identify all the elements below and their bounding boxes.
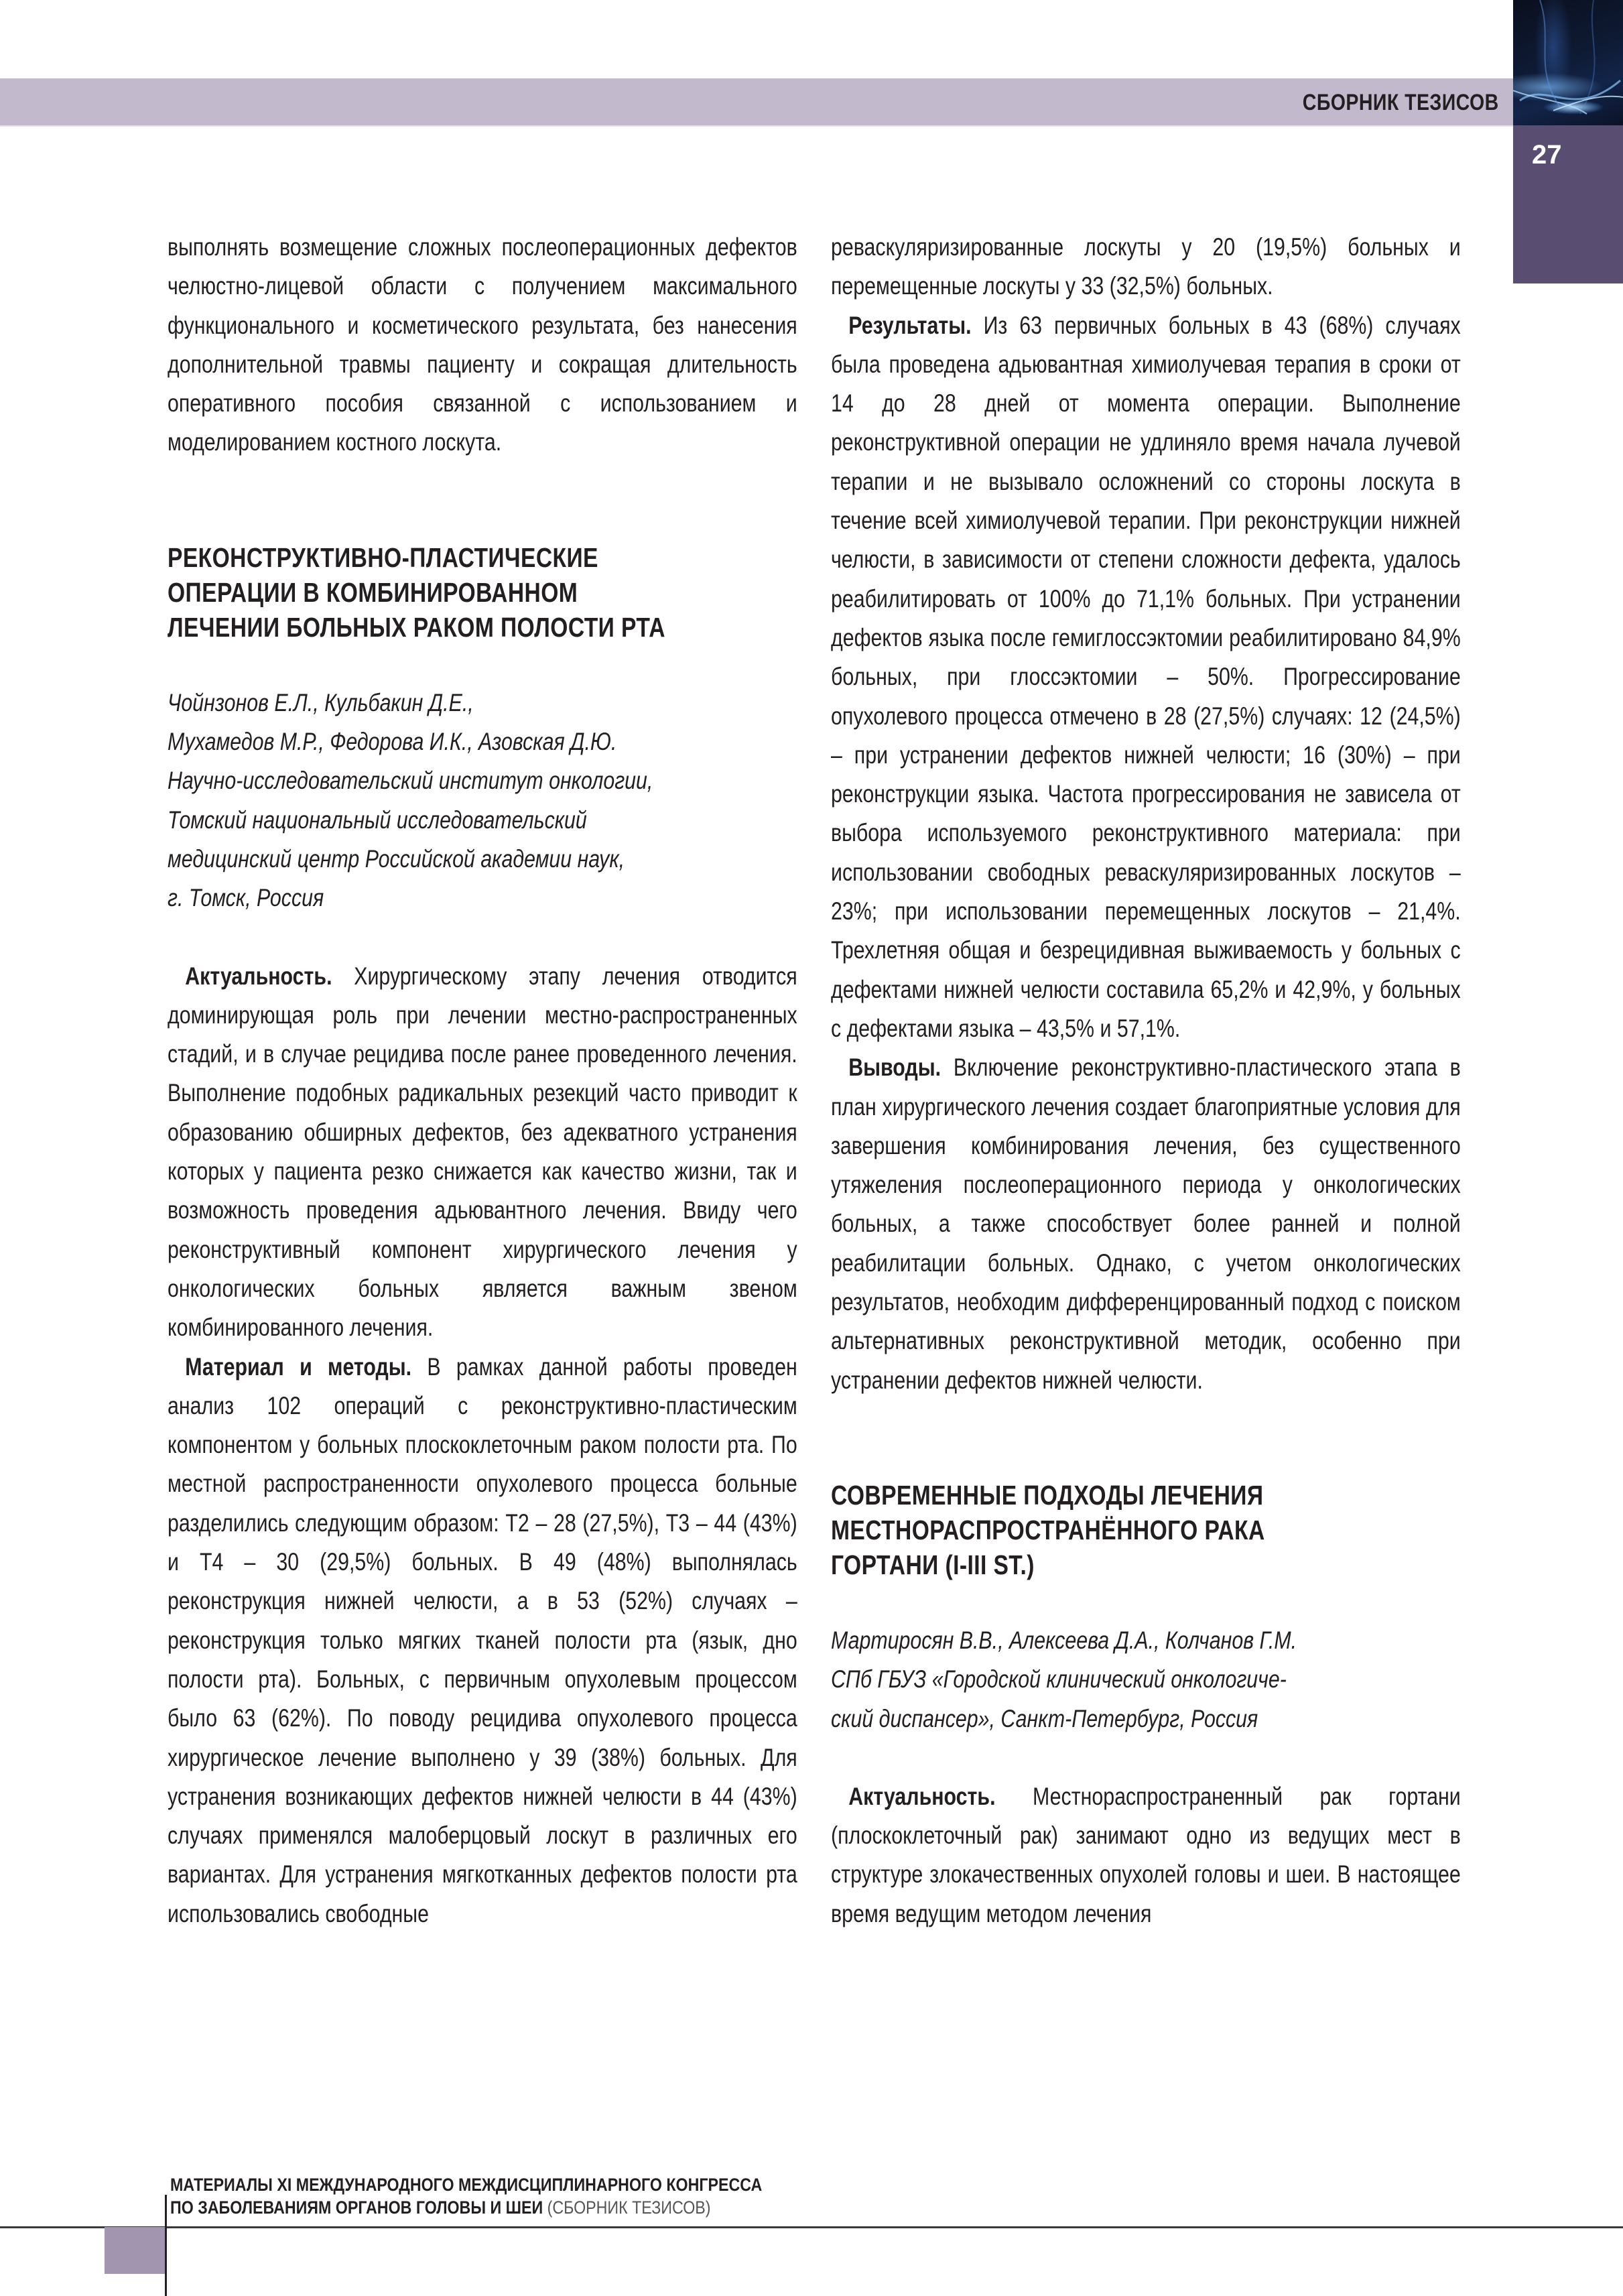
article-title-line: ОПЕРАЦИИ В КОМБИНИРОВАННОМ — [168, 576, 578, 608]
footer-line-2 — [170, 2196, 762, 2219]
article-title-line: ЛЕЧЕНИИ БОЛЬНЫХ РАКОМ ПОЛОСТИ РТА — [168, 611, 665, 643]
affiliation-line: г. Томск, Россия — [168, 884, 324, 912]
footer-accent-square — [105, 2227, 165, 2274]
relevance-paragraph — [168, 957, 797, 1348]
methods-label: Материал и методы. — [185, 1352, 412, 1381]
conclusions-label: Выводы. — [848, 1054, 942, 1082]
affiliation-line: СПб ГБУЗ «Городской клинический онкологиче- — [831, 1665, 1287, 1694]
footer-divider — [0, 2226, 1623, 2228]
smoke-swirls — [1513, 0, 1623, 125]
article2-relevance-label: Актуальность. — [848, 1782, 996, 1810]
footer-vertical-divider — [165, 2195, 167, 2296]
results-paragraph — [831, 306, 1461, 1049]
footer-line-2-bold: ПО ЗАБОЛЕВАНИЯМ ОРГАНОВ ГОЛОВЫ И ШЕИ — [170, 2197, 547, 2218]
continuation-paragraph: выполнять возмещение сложных послеоперационных дефектов челюстно-лицевой области с получением максимального функционального и косметического результата, без нанесения дополнительной травмы пациенту и сокращая длительность оперативного пособия связанной с использованием и моделированием костного лоскута. — [168, 233, 797, 456]
affiliation-line: медицинский центр Российской академии наук, — [168, 844, 625, 873]
authors-line: Мартиросян В.В., Алексеева Д.А., Колчанов Г.М. — [831, 1626, 1297, 1654]
relevance-text: Хирургическому этапу лечения отводится доминирующая роль при лечении местно-распространенных стадий, и в случае рецидива после ранее проведенного лечения. Выполнение подобных радикальных резекций часто приводит к образованию обширных дефектов, без адекватного устранения которых у пациента резко снижается как качество жизни, так и возможность проведения адьювантного лечения. Ввиду чего реконструктивный компонент хирургического лечения у онкологических больных является важным звеном комбинированного лечения. — [168, 962, 797, 1342]
article2-title-line: МЕСТНОРАСПРОСТРАНЁННОГО РАКА — [831, 1514, 1265, 1545]
right-column — [831, 228, 1461, 1933]
article2-title-line: ГОРТАНИ (I-III ST.) — [831, 1549, 1035, 1580]
footer-line-1: МАТЕРИАЛЫ XI МЕЖДУНАРОДНОГО МЕЖДИСЦИПЛИНАРНОГО КОНГРЕССА — [170, 2175, 763, 2195]
affiliation-line: Томский национальный исследовательский — [168, 806, 587, 834]
article2-title — [831, 1478, 1461, 1582]
affiliation-line: ский диспансер», Санкт-Петербург, Россия — [831, 1704, 1258, 1732]
footer-text — [170, 2173, 762, 2219]
article2-relevance-text: Местнораспространенный рак гортани (плоскоклеточный рак) занимают одно из ведущих мест в структуре злокачественных опухолей головы и шеи. В настоящее время ведущим методом лечения — [831, 1782, 1461, 1927]
section-title: СБОРНИК ТЕЗИСОВ — [1303, 90, 1499, 115]
article-authors — [168, 684, 797, 918]
methods-paragraph — [168, 1348, 797, 1933]
relevance-label: Актуальность. — [185, 962, 332, 990]
page-tab — [1513, 125, 1623, 283]
article2-title-line: СОВРЕМЕННЫЕ ПОДХОДЫ ЛЕЧЕНИЯ — [831, 1479, 1264, 1511]
authors-line: Чойнзонов Е.Л., Кульбакин Д.Е., — [168, 688, 474, 716]
article2-authors — [831, 1621, 1461, 1738]
affiliation-line: Научно-исследовательский институт онкологии, — [168, 767, 653, 795]
conclusions-paragraph — [831, 1048, 1461, 1400]
conclusions-text: Включение реконструктивно-пластического этапа в план хирургического лечения создает благоприятные условия для завершения комбинирования лечения, без существенного утяжеления послеоперационного периода у онкологических больных, а также способствует более ранней и полной реабилитации больных. Однако, с учетом онкологических результатов, необходим дифференцированный подход с поиском альтернативных реконструктивной методик, особенно при устранении дефектов нижней челюсти. — [831, 1054, 1461, 1394]
blue-smoke-abstract-image — [1513, 0, 1623, 125]
article2-relevance-paragraph — [831, 1777, 1461, 1933]
header-band — [0, 78, 1514, 127]
left-column — [168, 228, 797, 1933]
authors-line: Мухамедов М.Р., Федорова И.К., Азовская Д.Ю. — [168, 728, 617, 756]
methods-text: В рамках данной работы проведен анализ 102 операций с реконструктивно-пластическим компонентом у больных плоскоклеточным раком полости рта. По местной распространенности опухолевого процесса больные разделились следующим образом: Т2 – 28 (27,5%), Т3 – 44 (43%) и Т4 – 30 (29,5%) больных. В 49 (48%) выполнялась реконструкция нижней челюсти, а в 53 (52%) случаях – реконструкция только мягких тканей полости рта (язык, дно полости рта). Больных, с первичным опухолевым процессом было 63 (62%). По поводу рецидива опухолевого процесса хирургическое лечение выполнено у 39 (38%) больных. Для устранения возникающих дефектов нижней челюсти в 44 (43%) случаях применялся малоберцовый лоскут в различных его вариантах. Для устранения мягкотканных дефектов полости рта использовались свободные — [168, 1352, 797, 1927]
article-title-line: РЕКОНСТРУКТИВНО-ПЛАСТИЧЕСКИЕ — [168, 541, 598, 573]
methods-continuation: реваскуляризированные лоскуты у 20 (19,5%) больных и перемещенные лоскуты у 33 (32,5%) больных. — [831, 233, 1461, 300]
footer-line-2-light: (СБОРНИК ТЕЗИСОВ) — [547, 2197, 711, 2218]
results-text: Из 63 первичных больных в 43 (68%) случаях была проведена адьювантная химиолучевая терапия в сроки от 14 до 28 дней от момента операции. Выполнение реконструктивной операции не удлиняло время начала лучевой терапии и не вызывало осложнений со стороны лоскута в течение всей химиолучевой терапии. При реконструкции нижней челюсти, в зависимости от степени сложности дефекта, удалось реабилитировать от 100% до 71,1% больных. При устранении дефектов языка после гемиглоссэктомии реабилитировано 84,9% больных, при глоссэктомии – 50%. Прогрессирование опухолевого процесса отмечено в 28 (27,5%) случаях: 12 (24,5%) – при устранении дефектов нижней челюсти; 16 (30%) – при реконструкции языка. Частота прогрессирования не зависела от выбора используемого реконструктивного материала: при использовании свободных реваскуляризированных лоскутов – 23%; при использовании перемещенных лоскутов – 21,4%. Трехлетняя общая и безрецидивная выживаемость у больных с дефектами нижней челюсти составила 65,2% и 42,9%, у больных с дефектами языка – 43,5% и 57,1%. — [831, 311, 1461, 1042]
article-title — [168, 540, 797, 645]
results-label: Результаты. — [848, 311, 972, 339]
page-number: 27 — [1532, 140, 1562, 170]
